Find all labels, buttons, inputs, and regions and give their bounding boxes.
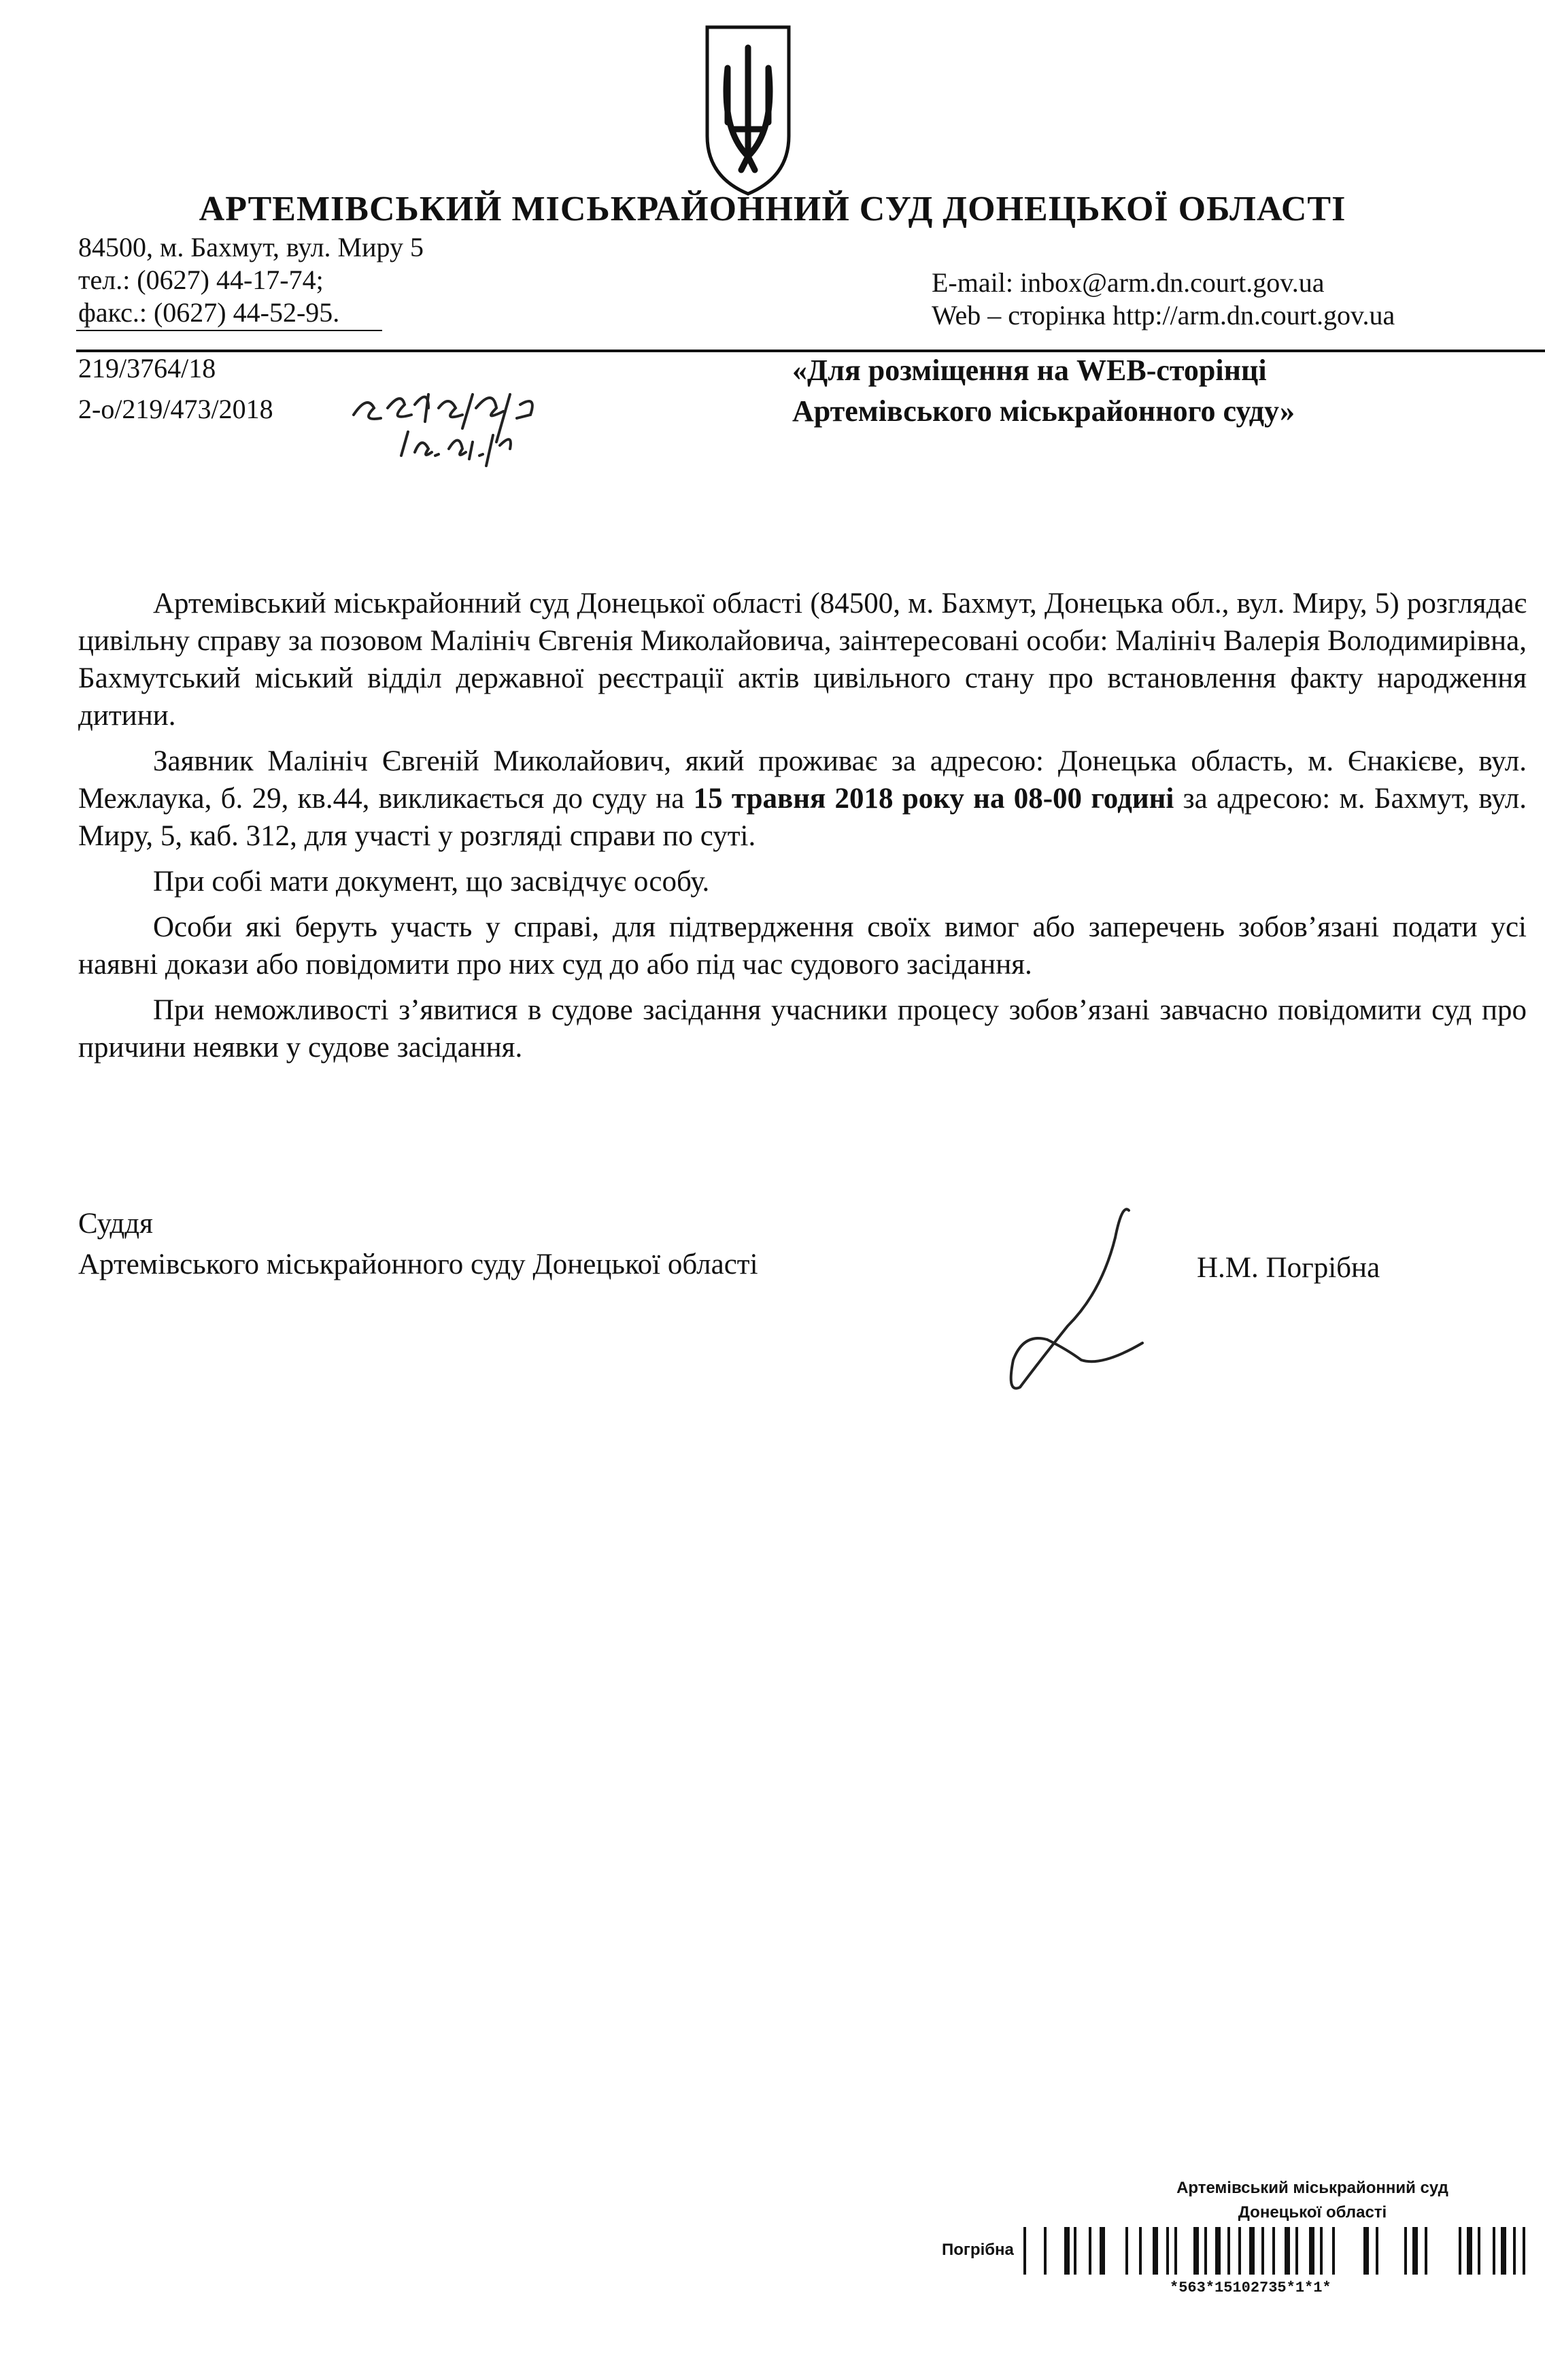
footer-stamp	[1102, 2176, 1523, 2225]
summons-body	[78, 585, 1527, 1074]
barcode-icon	[1023, 2227, 1527, 2275]
court-fax: факс.: (0627) 44-52-95.	[78, 297, 340, 328]
court-web: Web – сторінка http://arm.dn.court.gov.ua	[932, 300, 1395, 330]
paragraph-4: Особи які беруть участь у справі, для підтвердження своїх вимог або заперечень зобов’язані подати усі наявні докази або повідомити про них суд до або під час судового засідання.	[78, 911, 1527, 981]
hearing-datetime: 15 травня 2018 року на 08-00 годині	[693, 783, 1174, 815]
stamp-line-1: Артемівський міськрайонний суд	[1176, 2179, 1448, 2197]
case-numbers	[78, 348, 273, 430]
handwritten-signature	[966, 1197, 1183, 1401]
court-contacts-right	[932, 267, 1395, 332]
judge-title-block	[78, 1204, 758, 1285]
court-title: АРТЕМІВСЬКИЙ МІСЬКРАЙОННИЙ СУД ДОНЕЦЬКОЇ ОБЛАСТІ	[199, 190, 1346, 228]
case-number: 219/3764/18	[78, 353, 216, 384]
judge-name: Н.М. Погрібна	[1197, 1252, 1380, 1284]
handwritten-registration-mark	[347, 367, 564, 476]
web-note-line-2: Артемівського міськрайонного суду»	[792, 394, 1295, 428]
paragraph-2	[78, 743, 1527, 855]
court-phone: тел.: (0627) 44-17-74;	[78, 265, 324, 295]
paragraph-5: При неможливості з’явитися в судове засідання учасники процесу зобов’язані завчасно повідомити суд про причини неявки у судове засідання.	[78, 994, 1527, 1064]
proceeding-number: 2-о/219/473/2018	[78, 394, 273, 424]
web-publication-note	[792, 350, 1295, 432]
paragraph-2-end: за адресою: м. Бахмут, вул. Миру, 5, каб. 312, для участі у розгляді справи по суті.	[78, 783, 1527, 852]
paragraph-2-start: Заявник Малініч Євгеній Миколайович, який проживає за адресою: Донецька область, м. Єнакієве, вул. Межлаука, б. 29, кв.44, викликається до суду на	[78, 745, 1527, 815]
stamp-line-2: Донецької області	[1238, 2203, 1387, 2222]
judge-role: Суддя	[78, 1208, 153, 1240]
paragraph-3: При собі мати документ, що засвідчує особу.	[153, 866, 710, 898]
barcode-number: *563*15102735*1*1*	[1170, 2279, 1331, 2296]
court-contacts-left	[78, 231, 424, 329]
web-note-line-1: «Для розміщення на WEB-сторінці	[792, 354, 1267, 387]
fax-underline	[76, 330, 382, 331]
barcode-label: Погрібна	[942, 2241, 1014, 2259]
coat-of-arms-icon	[694, 20, 802, 197]
court-address: 84500, м. Бахмут, вул. Миру 5	[78, 232, 424, 262]
court-email: E-mail: inbox@arm.dn.court.gov.ua	[932, 267, 1325, 298]
judge-court: Артемівського міськрайонного суду Донецької області	[78, 1248, 758, 1280]
paragraph-1: Артемівський міськрайонний суд Донецької області (84500, м. Бахмут, Донецька обл., вул. Миру, 5) розглядає цивільну справу за позовом Малініч Євгенія Миколайовича, заінтересовані особи: Малініч Валерія Володимирівна, Бахмутський міський відділ державної реєстрації актів цивільного стану про встановлення факту народження дитини.	[78, 588, 1527, 732]
